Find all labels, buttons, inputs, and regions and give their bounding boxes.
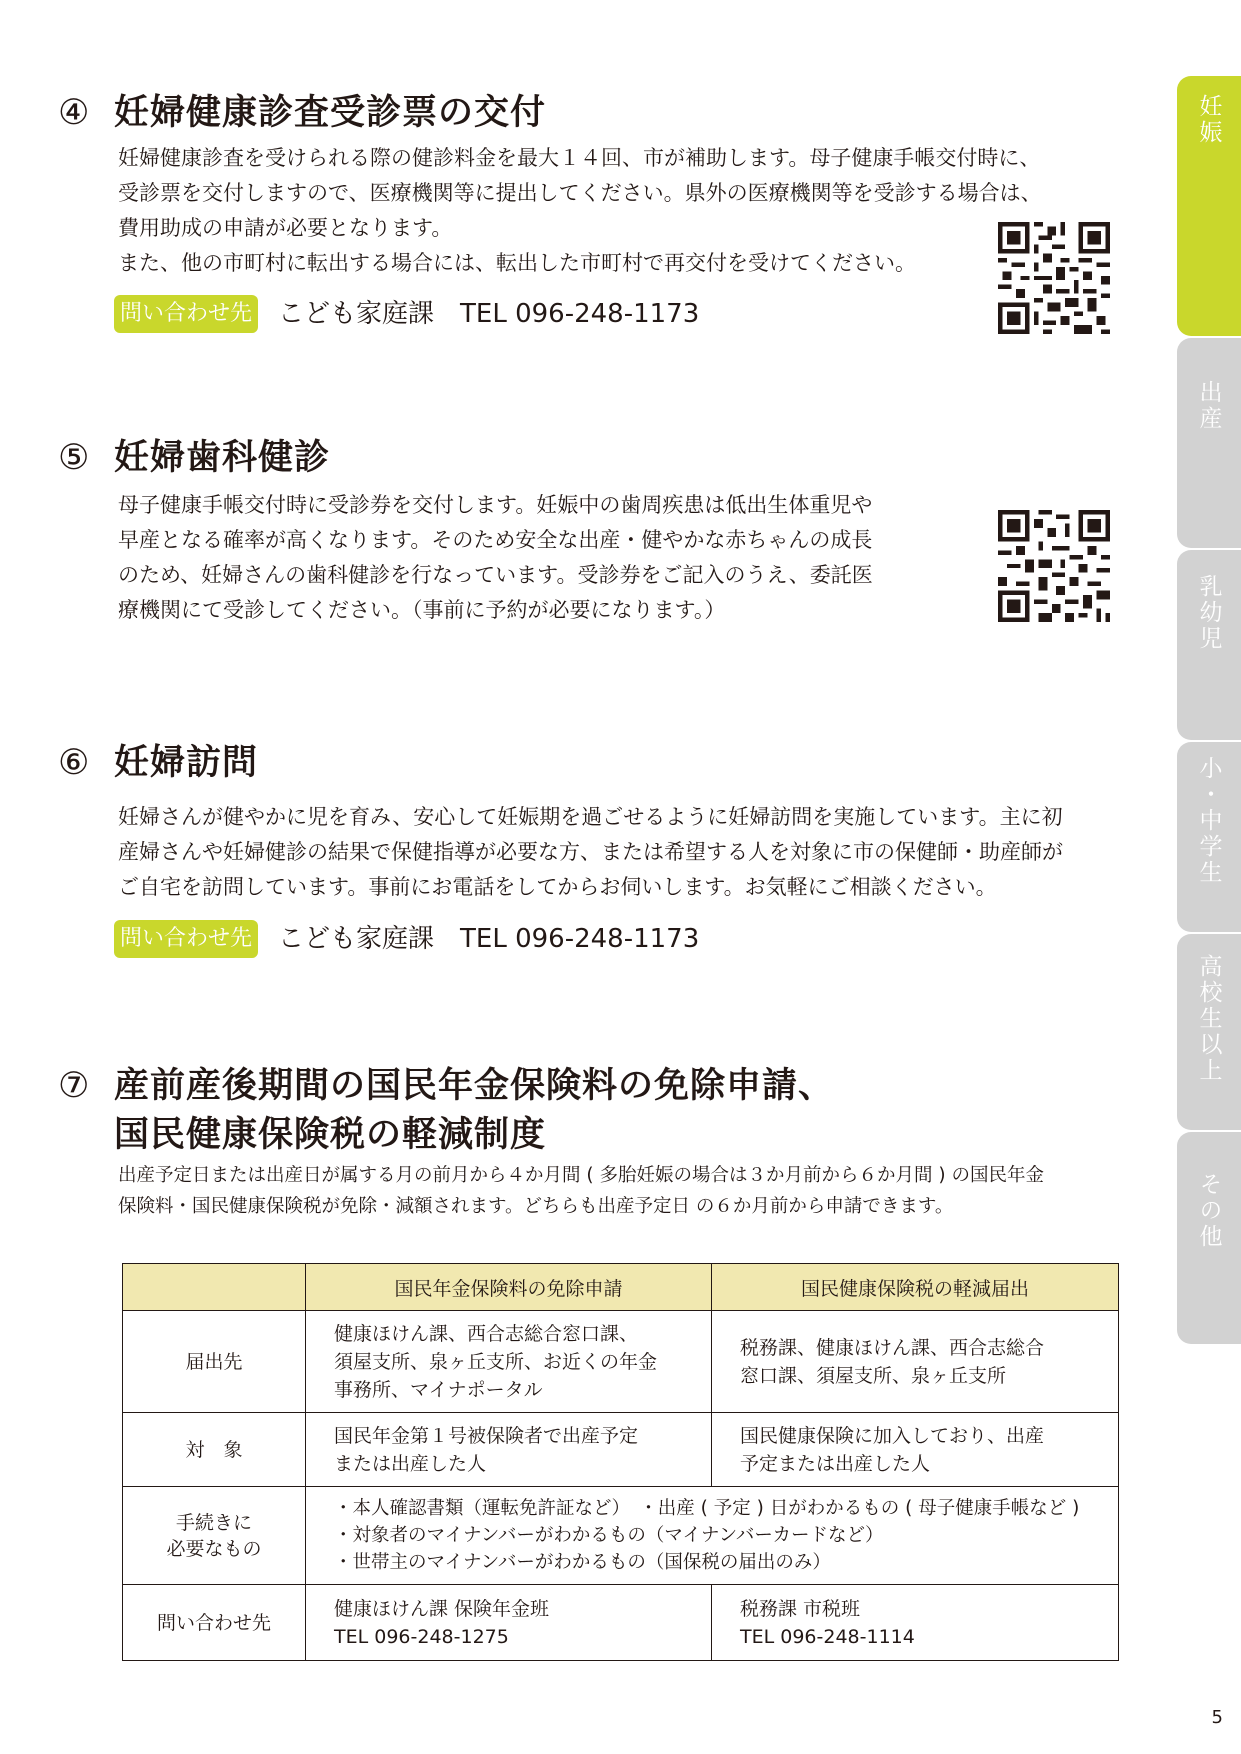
cell-target-pension: 国民年金第１号被保険者で出産予定 または出産した人	[306, 1413, 712, 1487]
cell-submit-pension: 健康ほけん課、西合志総合窓口課、 須屋支所、泉ヶ丘支所、お近くの年金 事務所、マイナポータル	[306, 1311, 712, 1413]
section-5-title-text: 妊婦歯科健診	[114, 438, 331, 478]
comparison-table	[122, 1263, 1119, 1661]
contact-badge: 問い合わせ先	[114, 920, 258, 958]
section-6-contact	[114, 920, 699, 960]
section-4-number: ④	[58, 93, 91, 133]
qr-code-icon[interactable]	[998, 222, 1110, 334]
tab-label: その他	[1195, 1172, 1222, 1250]
table-row	[123, 1413, 1119, 1487]
section-6-title-text: 妊婦訪問	[114, 743, 259, 783]
tab-label: 高校生以上	[1195, 954, 1222, 1084]
table-row	[123, 1311, 1119, 1413]
tab-pregnancy[interactable]	[1177, 76, 1241, 336]
table-header-insurance: 国民健康保険税の軽減届出	[712, 1264, 1119, 1311]
qr-code-graphic	[998, 510, 1110, 622]
table-row	[123, 1585, 1119, 1661]
section-6-title	[58, 738, 258, 788]
tab-infant[interactable]	[1177, 550, 1241, 740]
row-label-contact: 問い合わせ先	[123, 1585, 306, 1661]
cell-submit-insurance: 税務課、健康ほけん課、西合志総合 窓口課、須屋支所、泉ヶ丘支所	[712, 1311, 1119, 1413]
row-label-submit: 届出先	[123, 1311, 306, 1413]
section-7-title-line1: 産前産後期間の国民年金保険料の免除申請、	[114, 1066, 835, 1106]
contact-badge: 問い合わせ先	[114, 295, 258, 333]
section-4-contact	[114, 295, 699, 335]
side-tabs	[1177, 0, 1241, 1754]
tab-label: 出産	[1195, 380, 1222, 432]
tab-label: 乳幼児	[1195, 574, 1222, 652]
tab-birth[interactable]	[1177, 338, 1241, 548]
section-7-title-line2: 国民健康保険税の軽減制度	[114, 1115, 547, 1155]
qr-code-icon[interactable]	[998, 510, 1110, 622]
cell-docs: ・本人確認書類（運転免許証など） ・出産 ( 予定 ) 日がわかるもの ( 母子健康手帳など ) ・対象者のマイナンバーがわかるもの（マイナンバーカードなど） ・世帯主のマイナンバーがわかるもの（国保税の届出のみ）	[306, 1487, 1119, 1585]
section-4-body: 妊婦健康診査を受けられる際の健診料金を最大１４回、市が補助します。母子健康手帳交付時に、 受診票を交付しますので、医療機関等に提出してください。県外の医療機関等を受診する場合は、 費用助成の申請が必要となります。 また、他の市町村に転出する場合には、転出した市町村で再交付を受けてください。	[118, 146, 1042, 275]
table-header-pension: 国民年金保険料の免除申請	[306, 1264, 712, 1311]
table-corner-cell	[123, 1264, 306, 1311]
table-row	[123, 1487, 1119, 1585]
section-7-title	[58, 1061, 834, 1111]
cell-target-insurance: 国民健康保険に加入しており、出産 予定または出産した人	[712, 1413, 1119, 1487]
page-number: 5	[1211, 1707, 1223, 1728]
section-7-body: 出産予定日または出産日が属する月の前月から４か月間 ( 多胎妊娠の場合は３か月前から６か月間 ) の国民年金 保険料・国民健康保険税が免除・減額されます。どちらも出産予定日 の６か月前から申請できます。	[118, 1165, 1044, 1217]
section-4-title	[58, 88, 546, 138]
cell-contact-pension: 健康ほけん課 保険年金班 TEL 096-248-1275	[306, 1585, 712, 1661]
contact-info: こども家庭課 TEL 096-248-1173	[278, 924, 700, 954]
tab-other[interactable]	[1177, 1132, 1241, 1344]
row-label-target: 対 象	[123, 1413, 306, 1487]
tab-label: 妊娠	[1195, 94, 1222, 146]
contact-info: こども家庭課 TEL 096-248-1173	[278, 299, 700, 329]
section-6-number: ⑥	[58, 743, 91, 783]
row-label-docs: 手続きに 必要なもの	[123, 1487, 306, 1585]
section-6-body: 妊婦さんが健やかに児を育み、安心して妊娠期を過ごせるように妊婦訪問を実施しています。主に初 産婦さんや妊婦健診の結果で保健指導が必要な方、または希望する人を対象に市の保健師・助産師が ご自宅を訪問しています。事前にお電話をしてからお伺いします。お気軽にご相談ください。	[118, 805, 1063, 899]
section-5-title	[58, 433, 330, 483]
section-5-body: 母子健康手帳交付時に受診券を交付します。妊娠中の歯周疾患は低出生体重児や 早産となる確率が高くなります。そのため安全な出産・健やかな赤ちゃんの成長 のため、妊婦さんの歯科健診を行なっています。受診券をご記入のうえ、委託医 療機関にて受診してください。（事前に予約が必要になります。）	[118, 493, 873, 622]
tab-label: 小・中学生	[1195, 756, 1222, 886]
tab-school[interactable]	[1177, 742, 1241, 932]
cell-contact-insurance: 税務課 市税班 TEL 096-248-1114	[712, 1585, 1119, 1661]
qr-code-graphic	[998, 222, 1110, 334]
section-7-title-2	[114, 1110, 546, 1160]
table-header-row	[123, 1264, 1119, 1311]
section-5-number: ⑤	[58, 438, 91, 478]
section-4-title-text: 妊婦健康診査受診票の交付	[114, 93, 547, 133]
section-7-number: ⑦	[58, 1066, 91, 1106]
tab-highschool[interactable]	[1177, 934, 1241, 1130]
